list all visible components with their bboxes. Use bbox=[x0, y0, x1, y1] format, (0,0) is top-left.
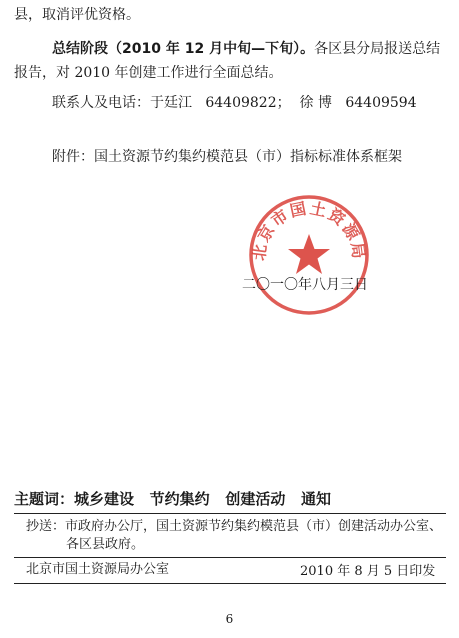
subject-terms-line bbox=[14, 490, 331, 508]
contact-phone: 64409594 bbox=[345, 95, 417, 111]
summary-stage-text: 各区县分局报送总结 bbox=[314, 41, 441, 57]
stamp-date: 二〇一〇年八月三日 bbox=[242, 277, 368, 293]
contacts-label: 联系人及电话： bbox=[52, 95, 150, 111]
cc-line: 各区县政府。 bbox=[66, 537, 145, 552]
divider bbox=[14, 583, 446, 584]
issue-date: 2010 年 8 月 5 日印发 bbox=[300, 564, 436, 579]
issuer: 北京市国土资源局办公室 bbox=[26, 562, 170, 577]
attachment-line: 附件：国土资源节约集约模范县（市）指标标准体系框架 bbox=[52, 149, 402, 165]
contact-info bbox=[52, 94, 417, 112]
seal-ring-text: 北京市国土资源局 bbox=[249, 198, 369, 262]
cc-line: 抄送：市政府办公厅，国土资源节约集约模范县（市）创建活动办公室、 bbox=[26, 519, 443, 534]
contact-name: 于廷江 bbox=[150, 95, 192, 111]
summary-stage-heading: 总结阶段（2010 年 12 月中旬—下旬）。 bbox=[52, 41, 315, 57]
contact-name: 徐 博 bbox=[299, 95, 332, 111]
body-text-line: 县，取消评优资格。 bbox=[14, 7, 140, 23]
divider bbox=[14, 513, 446, 514]
official-seal bbox=[246, 192, 372, 318]
seal-star-icon bbox=[288, 234, 330, 274]
contact-phone: 64409822； bbox=[205, 95, 291, 111]
subject-terms-label: 主题词： bbox=[14, 490, 75, 508]
page-number: 6 bbox=[225, 612, 234, 626]
divider bbox=[14, 557, 446, 558]
summary-stage-paragraph bbox=[52, 40, 440, 58]
summary-stage-text-line2: 报告，对 2010 年创建工作进行全面总结。 bbox=[14, 65, 283, 81]
subject-terms: 城乡建设 节约集约 创建活动 通知 bbox=[74, 490, 332, 508]
